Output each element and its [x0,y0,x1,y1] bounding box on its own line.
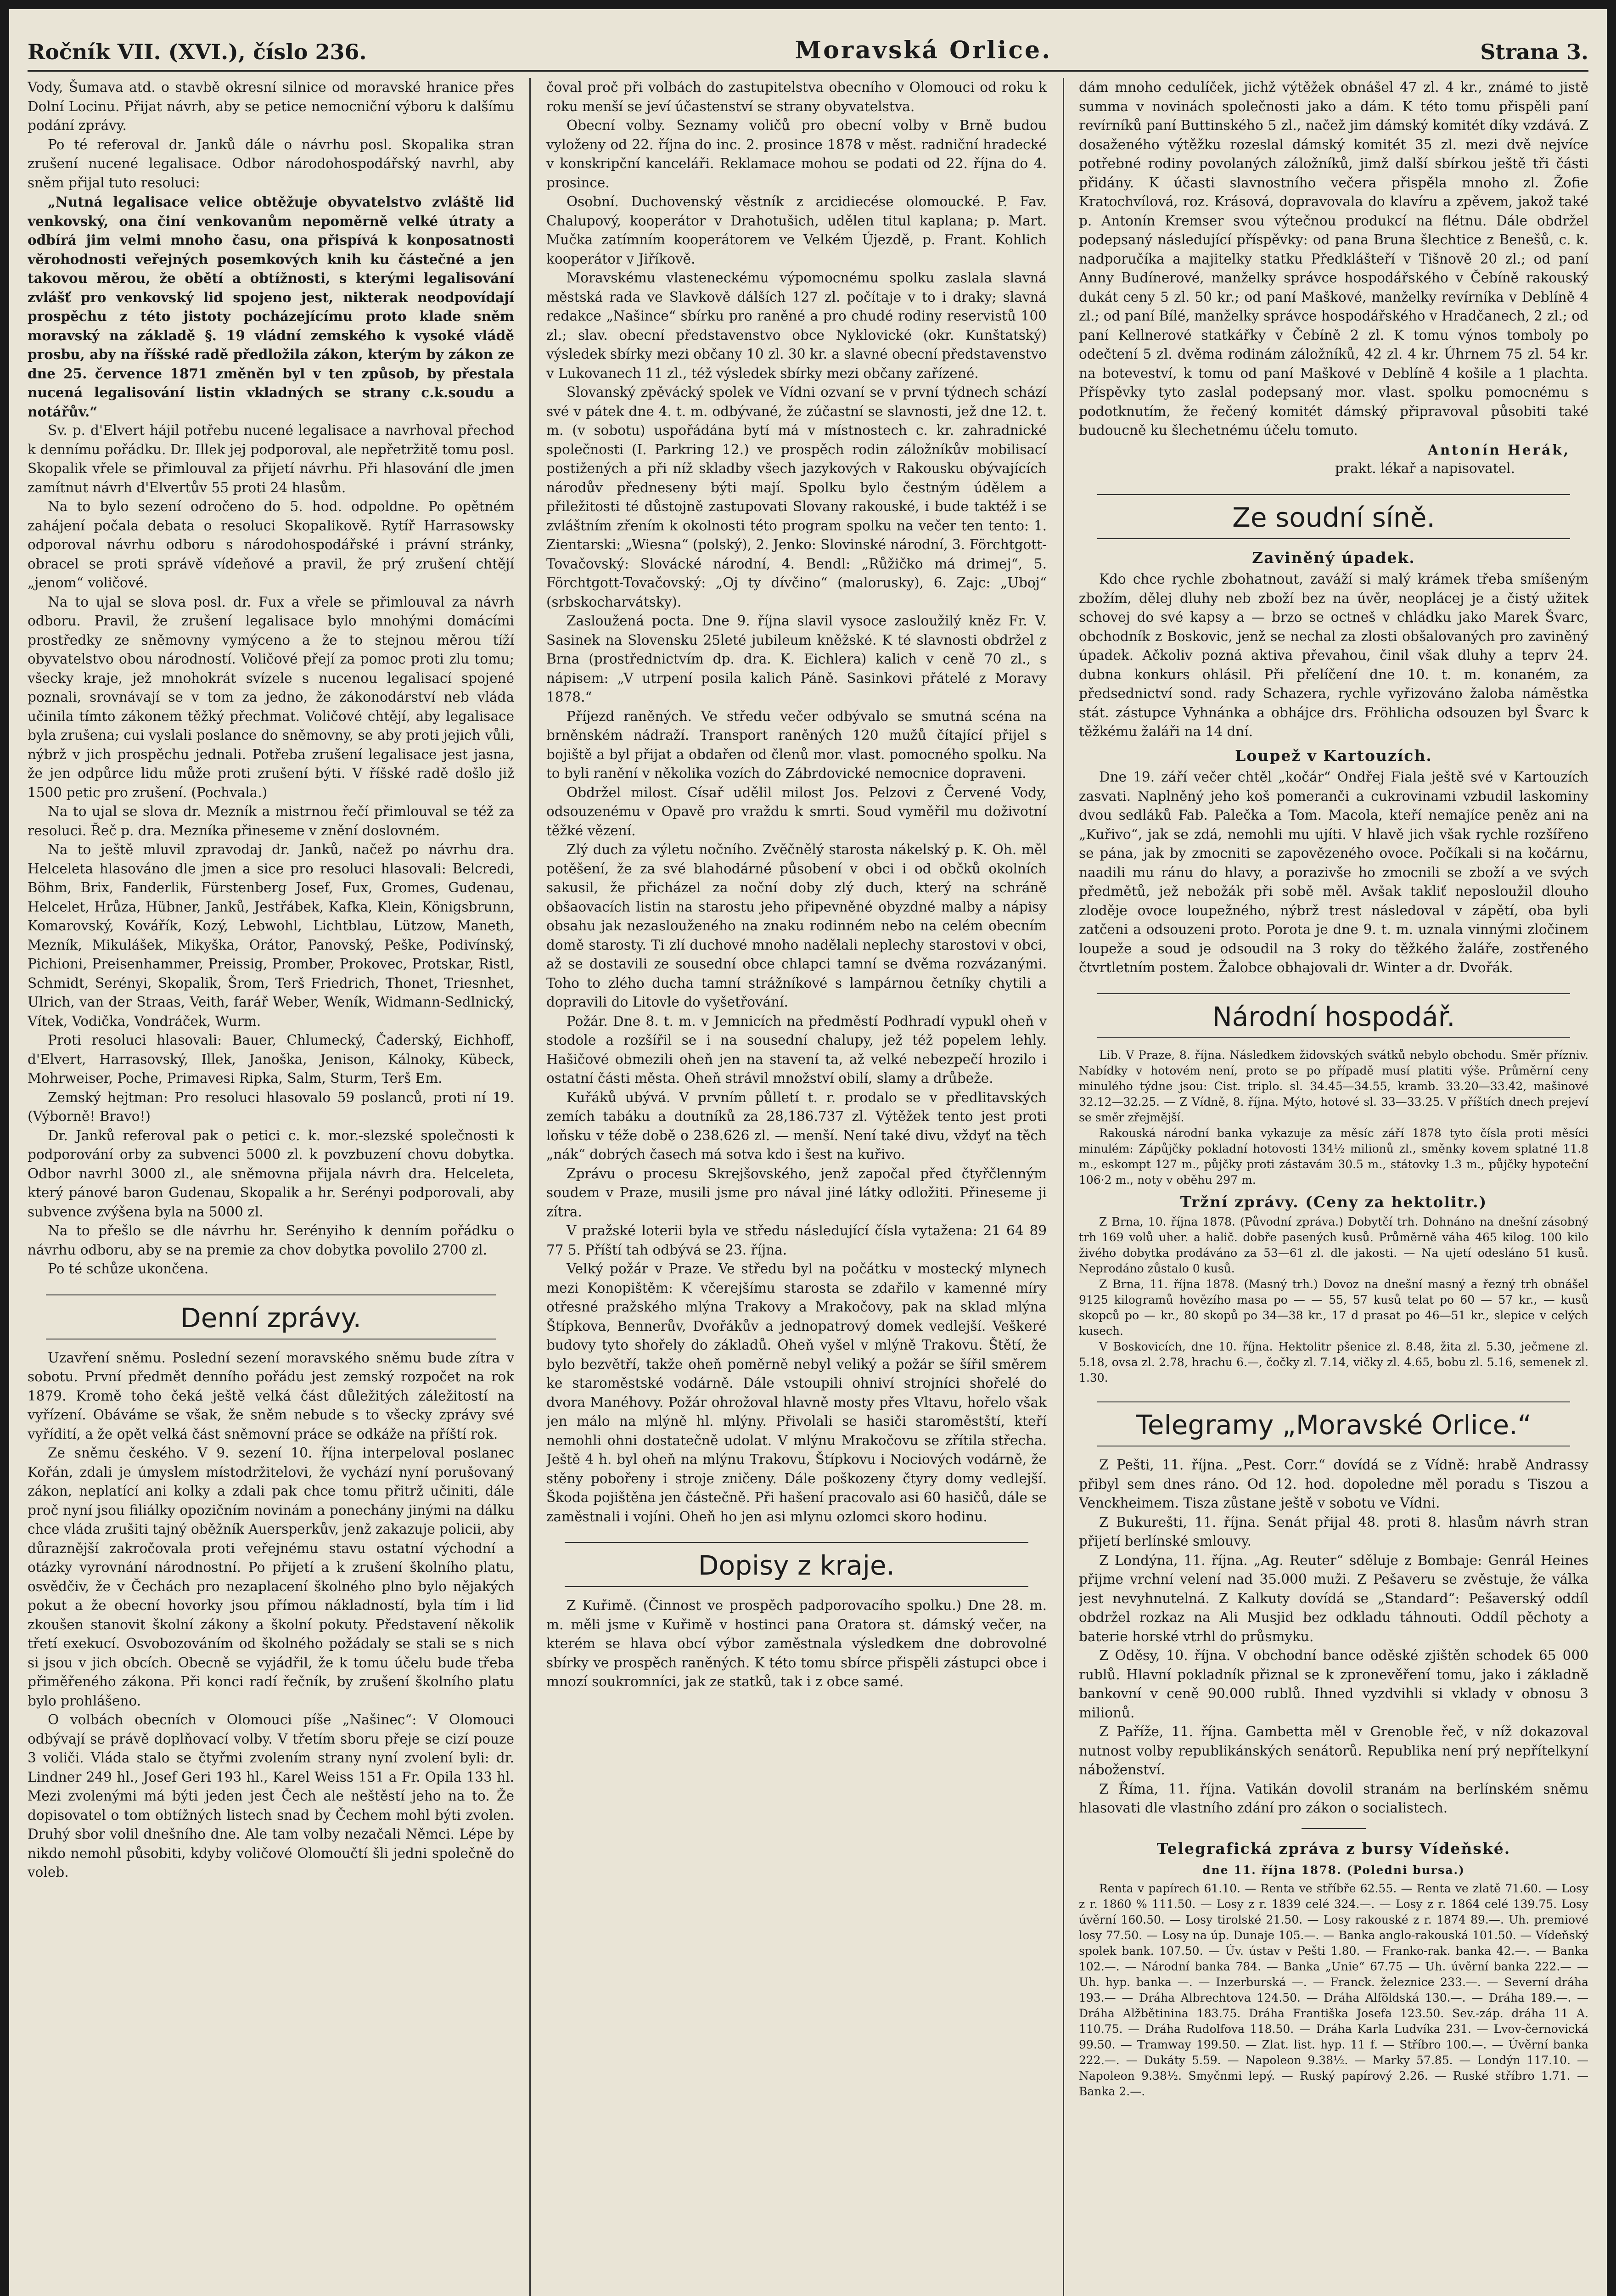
signature-role: prakt. lékař a napisovatel. [1335,461,1515,476]
newspaper-title: Moravská Orlice. [795,36,1052,64]
paragraph: Dr. Janků referoval pak o petici c. k. mor.-slezské společnosti k podporování orby za subvenci 5000 zl. k povzbuzení chovu dobytka. Odbor navrhl 3000 zl., ale sněmovna přijala návrh dra. Helceleta, který pánové baron Gudenau, Skopalik a hr. Serényi podporovali, aby subvence zvýšena byla na 5000 zl. [28,1127,514,1220]
news-item: Zlý duch za výletu nočního. Zvěčnělý starosta nákelský p. K. Oh. měl potěšení, že za své blahodárné působení v obci i od občků okolních sakusil, že přicházel za noční doby zlý duch, který na schráně obšaovacích listin na starostu jeho připevněné obyzdné malby a nápisy obsahu jak nezaslouženého na znaku rodinném nebo na celém obecním domě starosty. Ti zlí duchové mnoho nadělali neplechy starostovi v obci, až se dostavili ze sousední obce chlapci tamní se dvěma rozvázanými. Toho to zlého ducha tamní strážníkové s lampárnou četníky chytili a dopravili do Litovle do vyšetřování. [546,842,1047,1010]
paragraph: Sv. p. d'Elvert hájil potřebu nucené legalisace a navrhoval přechod k dennímu pořádku. Dr. Illek jej podporoval, ale nepřetržitě tomu posl. Skopalik vřele se přimlouval za přijetí návrhu. Při hlasování dle jmen zamítnut návrh d'Elvertův 55 proti 24 hlasům. [28,422,514,495]
paragraph: dám mnoho cedulíček, jichž výtěžek obnášel 47 zl. 4 kr., známé to jistě summa v novinách společnosti jako a dám. K této tomu přispěli paní revírníků paní Buttinského 5 zl., načež jim dámský komitét díky vzdává. Z dosaženého výtěžku rozeslal dámský komitét 35 zl. mezi dvě nejvíce potřebné rodiny povolaných záložníků, jimž další sbírkou ještě tři části přidány. K účasti slavnostního večera přispěla mnoho zl. Žofie Kratochvílová, roz. Krásová, dopravovala do klavíru a zpěvem, jakož také p. Antonín Kremser svou výtečnou produkcí na flétnu. Dále obdržel podepsaný následující příspěvky: od pana Bruna šlechtice z Benešů, c. k. nadporučíka a majitelky statku Předklášteří v Tišnově 20 zl.; od paní Anny Budínerové, manželky správce hospodářského v Čebíně rakouský dukát ceny 5 zl. 50 kr.; od paní Maškové, manželky revírníka v Deblíně 4 zl.; od paní Bílé, manželky správce hospodářského v Hradčanech, 2 zl.; od paní Kellnerové statkářky v Čebíně 2 zl. K tomu výnos tomboly po odečtení 5 zl. dvěma rodinám záložníků, 42 zl. 4 kr. Úhrnem 75 zl. 54 kr. na boteveství, k tomu od paní Maškové v Deblíně 4 košile a 1 plachta. Příspěvky tyto zaslal podepsaný mor. vlast. spolku pomocnému s podotknutím, že řečený komitét dámský připravoval působiti také budoucně ku šlechetnému účelu tomuto. [1079,79,1588,438]
telegram-item: Z Londýna, 11. října. „Ag. Reuter“ sděluje z Bombaje: Genrál Heines přijme vrchní velení nad 35.000 muži. Z Pešaveru se zvěstuje, že válka jest nevyhnutelná. Z Kalkuty dovídá se „Standard“: Pešaverský oddíl obdržel rozkaz na Ali Musjid bez odkladu táhnouti. Oddíl pěchoty a baterie horské vtrhl do průsmyku. [1079,1552,1588,1644]
telegram-item: Z Pešti, 11. října. „Pest. Corr.“ dovídá se z Vídně: hrabě Andrassy přibyl sem dnes ráno. Od 12. hod. dopoledne měl poradu s Tiszou a Venckheimem. Tisza zůstane ještě v sobotu ve Vídni. [1079,1457,1588,1511]
news-item: Příjezd raněných. Ve středu večer odbývalo se smutná scéna na brněnském nádraží. Transport raněných 120 mužů čítající přijel s bojiště a byl přijat a obdařen od členů mor. vlast. pomocného spolku. Na to byli ranění v několika vozích do Zábrdovické nemocnice dopraveni. [546,708,1047,781]
paragraph: Na to přešlo se dle návrhu hr. Serényiho k denním pořádku o návrhu odboru, aby se na premie za chov dobytka povolilo 2700 zl. [28,1223,514,1258]
paragraph: Po té schůze ukončena. [48,1261,209,1277]
news-item: Slovanský zpěvácký spolek ve Vídni ozvaní se v první týdnech schází své v pátek dne 4. t. m. odbývané, že zúčastní se slavnosti, jež dne 12. t. m. (v sobotu) uspořádána bytí má v místnostech c. kr. zahradnické společnosti (I. Parkring 12.) ve prospěch rodin záložníkův mobilisací postižených a při níž skladby všech jazykových v Rakousku obývajících národův předneseny býti mají. Spolku bylo čestným údělem a přiležitosti té důstojně zastupovati Slovany rakouské, i bude taktéž i se zvláštním zřením k okolnosti této program spolku na večer ten tento: 1. Zientarski: „Wiesna“ (polský), 2. Jenko: Slovinské národní, 3. Förchtgott-Tovačovský: Slovácké národní, 4. Bendl: „Růžičko má drimej“, 5. Förchtgott-Tovačovský: „Oj ty dívčino“ (malorusky), 6. Zajc: „Uboj“ (srbskocharvátsky). [546,384,1047,610]
bourse-report: Renta v papírech 61.10. — Renta ve stříbře 62.55. — Renta ve zlatě 71.60. — Losy z r. 1860 % 111.50. — Losy z r. 1839 celé 324.—. — Losy z r. 1864 celé 139.75. Losy úvěrní 160.50. — Losy tirolské 21.50. — Losy rakouské z r. 1874 89.—. Uh. premiové losy 77.50. — Losy na úp. Dunaje 105.—. — Banka anglo-rakouská 101.50. — Vídeňský spolek bank. 107.50. — Úv. ústav v Pešti 1.80. — Franko-rak. banka 42.—. — Banka 102.—. — Národní banka 784. — Banka „Unie“ 67.75 — Uh. úvěrní banka 222.— — Uh. hyp. banka —. — Inzerburská —. — Franck. železnice 233.—. — Severní dráha 193.— — Dráha Albrechtova 124.50. — Dráha Alföldská 130.—. — Dráha 189.—. — Dráha Alžbětinina 183.75. Dráha Františka Josefa 123.50. Sev.-záp. dráha 11 A. 110.75. — Dráha Rudolfova 118.50. — Dráha Karla Ludvíka 231. — Lvov-černovická 99.50. — Tramway 199.50. — Zlat. list. hyp. 11 f. — Stříbro 100.—. — Úvěrní banka 222.—. — Dukáty 5.59. — Napoleon 9.38½. — Marky 57.85. — Londýn 117.10. — Napoleon 9.38½. Smyčnmi lepý. — Ruský papírový 2.26. — Ruské stříbro 1.71. — Banka 2.—. [1079,1882,1588,2098]
news-item: Obdržel milost. Císař udělil milost Jos. Pelzovi z Červené Vody, odsouzenému v Opavě pro vraždu k smrti. Soud vyměřil mu doživotní těžké vězení. [546,784,1047,838]
news-item: Velký požár v Praze. Ve středu byl na počátku v mostecký mlynech mezi Konopištěm: K včerejšímu starosta se zdařilo v kamenné míry otřesné pražského mlýna Trakovy a Mrakočovy, pak na sklad mlýna Štípkova, Bennerův, Dvořákův a jednopatrový domek vedlejší. Veškeré budovy tyto shořely do základů. Oheň vyšel v mlýně Trakovu. Štětí, že bylo bezvětří, takže oheň poměrně nebyl veliký a požár se šířil směrem ke staroměstské vodárně. Dále vstoupili ohniví strojníci shořelé do dvora Manéhovy. Požár ohrožoval hlavně mosty přes Vltavu, hořelo však jen málo na mlýně hl. mlýny. Přivolali se hasiči staroměstští, kteří nemohli ohni dostatečně udolat. V mlýnu Mrakočovu se zřítila střecha. Ještě 4 h. byl oheň na mlýnu Trakovu, Štípkovu i Nociových vodárně, že stěny pobořeny i stroje zničeny. Dále poškozeny čtyry domy vedlejší. Škoda pojištěna jen částečně. Při hašení pracovalo asi 60 hasičů, dále se zaměstnali i vojíni. Oheň ho jen asi mlynu ozlomci skoro hodinu. [546,1261,1047,1525]
section-heading: Dopisy z kraje. [565,1542,1028,1587]
paragraph: Vody, Šumava atd. o stavbě okresní silnice od moravské hranice přes Dolní Locinu. Přijat návrh, aby se petice nemocniční výboru k dalšímu podání zprávy. [28,79,514,133]
paragraph: Po té referoval dr. Janků dále o návrhu posl. Skopalika stran zrušení nucené legalisace. Odbor národohospodářský navrhl, aby sněm přijal tuto resoluci: [28,136,514,191]
telegram-item: Z Paříže, 11. října. Gambetta měl v Grenoble řeč, v níž dokazoval nutnost volby republikánských senátorů. Republika není prý nepřítelkyní náboženství. [1079,1724,1588,1778]
news-item: Zprávu o procesu Skrejšovského, jenž započal před čtyřčlenným soudem v Praze, musili jsme pro nával jiné látky odložiti. Přineseme ji zítra. [546,1165,1047,1220]
telegram-item: Z Říma, 11. října. Vatikán dovolil stranám na berlínském sněmu hlasovati dle vlastního zdání pro zákon o socialistech. [1079,1781,1588,1816]
section-heading: Ze soudní síně. [1097,494,1570,539]
bourse-date: dne 11. října 1878. (Poledni bursa.) [1202,1863,1465,1877]
paragraph: Na to ještě mluvil zpravodaj dr. Janků, načež po návrhu dra. Helceleta hlasováno dle jmen a sice pro resoluci hlasovali: Belcredi, Böhm, Brix, Fanderlik, Fürstenberg Josef, Fux, Gromes, Gudenau, Helcelet, Hrůza, Hübner, Janků, Jestřábek, Kafka, Klein, Königsbrunn, Komarovský, Kovářík, Kozý, Lebwohl, Lichtblau, Lützow, Maneth, Mezník, Mikulášek, Mikyška, Orátor, Panovský, Peške, Podivínský, Pichioni, Preisenhammer, Preissig, Promber, Prokovec, Protskar, Ristl, Schmidt, Serényi, Skopalik, Šrom, Terš Friedrich, Thonet, Triesnhet, Ulrich, van der Straas, Veith, farář Weber, Weník, Widmann-Sedlnický, Vítek, Vodička, Vondráček, Wurm. [28,842,514,1029]
resolution-text: „Nutná legalisace velice obtěžuje obyvatelstvo zvláště lid venkovský, ona činí venkovanům nepoměrně velké útraty a odbírá jim velmi mnoho času, ona přispívá k konposatnosti věrohodnosti veřejných posemkových knih ku částečné a jen takovou měrou, že obětí a obtížnosti, s kterými legalisování zvlášť pro venkovský lid spojeno jest, nikterak neodpovídají prospěchu z této jistoty pocházejícímu proto klade sněm moravský na základě §. 19 vládní zemského k vysoké vládě prosbu, aby na říšské radě předložila zákon, kterým by zákon ze dne 25. července 1871 změněn byl v ten způsob, by přestala nucená legalisování listin vkladných se strany c.k.soudu a notářův.“ [28,194,514,420]
news-item: Z Kuřimě. (Činnost ve prospěch padporovacího spolku.) Dne 28. m. m. měli jsme v Kuřimě v hostinci pana Oratora st. dámský večer, na kterém se hlava obcí výbor zaměstnala výsledkem dne dobrovolné sbírky ve prospěch raněných. K této tomu sbírce přispěli zástupci obce i mnozí soukromníci, jak ze statků, tak i z obce samé. [546,1598,1047,1689]
paragraph: Proti resoluci hlasovali: Bauer, Chlumecký, Čaderský, Eichhoff, d'Elvert, Harrasovský, Illek, Janoška, Jenison, Kálnoky, Kübeck, Mohrweiser, Poche, Primavesi Ripka, Salm, Sturm, Terš Em. [28,1032,514,1086]
paragraph: čoval proč při volbách do zastupitelstva obecního v Olomouci od roku k roku menší se jeví účastenství se strany obyvatelstva. [546,79,1047,114]
economy-item: Lib. V Praze, 8. října. Následkem židovských svátků nebylo obchodu. Směr přízniv. Nabídky v hotovém není, proto se po případě musí platiti výše. Průměrní ceny minulého týdne jsou: Cist. triplo. sl. 34.45—34.55, kramb. 33.20—33.42, mašinové 32.12—32.25. — Z Vídně, 8. října. Mýto, hotové sl. 33—33.25. V příštích dnech prejeví se směr zřejmější. [1079,1048,1588,1124]
telegram-item: Z Oděsy, 10. října. V obchodní bance oděské zjištěn schodek 65 000 rublů. Hlavní pokladník přiznal se k zpronevěření tomu, jako i základně bankovní v ceně 90.000 rublů. Ihned vyzdvihli si vklady v obnosu 3 milionů. [1079,1648,1588,1721]
paragraph: Na to ujal se slova posl. dr. Fux a vřele se přimlouval za návrh odboru. Pravil, že zrušení legalisace bylo mnohými domácími prostředky ze sněmovny vymýceno a že to stejnou měrou tíží obyvatelstvo obou národností. Voličové přejí za pomoc proti zlu tomu; všecky kraje, jež mnohokrát svízele s nucenou legalisací spojené poznali, srovnávají se v tom za jedno, že zákonodárství neb vláda učinila tímto zákonem těžký přechmat. Voličové chtějí, aby legalisace byla zrušena; cui vyslali poslance do sněmovny, se aby proti jejich vůli, nýbrž v jich prospěchu jednali. Potřeba zrušení legalisace jest jasna, že jen odpůrce lidu může proti zrušení býti. V říšské radě došlo již 1500 petic pro zrušení. (Pochvala.) [28,594,514,800]
market-report: V Boskovicích, dne 10. října. Hektolitr pšenice zl. 8.48, žita zl. 5.30, ječmene zl. 5.18, ovsa zl. 2.78, hrachu 6.—, čočky zl. 7.14, vičky zl. 4.65, bobu zl. 5.16, semenek zl. 1.30. [1079,1340,1588,1384]
news-item: Ze sněmu českého. V 9. sezení 10. října interpeloval poslanec Kořán, zdali je úmyslem místodržitelovi, že vychází nyní porušovaný zákon, neplatící ani kolky a zdali pak chce tomu přitrž učiniti, dále proč nyní jsou filiálky opozičním novinám a ponechány jinými na dálku chce vláda zrušiti tajný oběžník Auersperkův, jenž zakazuje policii, aby důraznější zakročovala proti veřejnému stavu ostatní východní a otázky vyrovnání národnostní. Po přijetí a k zrušení školního platu, osvědčiv, že v Čechách pro nezaplacení školného plno bylo nějakých pokut a že obecní hovorky jsou přímou nákladností, byla tím i lid zkoušen stanovit školní zákony a školní pokuty. Představení několik třetí exekucí. Osvobozováním od školného požádaly se stali se s nich si jsou v jich obcích. Obecně se vyjádřil, že k tomu účelu bude třeba přiměřeného zákona. Při konci radí řečník, by zrušení školního platu bylo prohlášeno. [28,1445,514,1709]
news-item: Kuřáků ubývá. V prvním půlletí t. r. prodalo se v předlitavských zemích tabáku a doutníků za 28,186.737 zl. Výtěžek tento jest proti loňsku v téže době o 238.626 zl. — menší. Není také divu, vždyť na těch „nák“ dobrých časech má sotva kdo i šest na kuřivo. [546,1089,1047,1162]
subheading: Loupež v Kartouzích. [1235,746,1432,765]
news-item: Moravskému vlasteneckému výpomocnému spolku zaslala slavná městská rada ve Slavkově dálších 127 zl. počítaje v to i draky; slavná redakce „Našince“ sbírku pro raněné a pro chudé rodiny reservistů 100 zl.; slav. obecní představenstvo obce Nyklovické (okr. Kunštatský) výsledek sbírky mezi občany 10 zl. 30 kr. a slavné obecní představenstvo v Lukovanech 11 zl., též výsledek sbírky mezi občany zařízené. [546,270,1047,381]
column-rule [1063,78,1064,2296]
issue-number: Ročník VII. (XVI.), číslo 236. [28,39,367,64]
masthead [28,23,1588,72]
market-report: Z Brna, 11. října 1878. (Masný trh.) Dovoz na dnešní masný a řezný trh obnášel 9125 kilogramů hovězího masa po — — 55, 57 kusů telat po 60 — 57 kr., — kusů skopců po — kr., 80 skopů po 34—38 kr., 17 d prasat po 46—51 kr., slepice v celých kusech. [1079,1277,1588,1338]
column-1 [28,78,514,2296]
news-item: Uzavření sněmu. Poslední sezení moravského sněmu bude zítra v sobotu. První předmět denního pořádu jest zemský rozpočet na rok 1879. Kromě toho čeká ještě velká část důležitých záležitostí na vyřízení. Obáváme se však, že sněm nebude s to všecky zprávy své vyřídití, a že opět velká část sněmovní práce se odkáže na příští rok. [28,1350,514,1442]
signature-name: Antonín Herák, [1427,441,1570,458]
news-item: Obecní volby. Seznamy voličů pro obecní volby v Brně budou vyloženy od 22. října do inc. 2. prosince 1878 v měst. radniční hradecké v konskripční kanceláři. Reklamace mohou se podati od 22. října do 4. prosince. [546,118,1047,191]
subheading: Tržní zprávy. (Ceny za hektolitr.) [1180,1193,1487,1211]
divider [1302,1828,1366,1829]
paragraph: Zemský hejtman: Pro resoluci hlasovalo 59 poslanců, proti ní 19. (Výborně! Bravo!) [28,1089,514,1124]
subheading: Telegrafická zpráva z bursy Vídeňské. [1156,1839,1511,1857]
section-heading: Národní hospodář. [1097,993,1570,1038]
news-item: Požár. Dne 8. t. m. v Jemnicích na předměstí Podhradí vypukl oheň v stodole a rozšířil se i na sousední chalupy, jež též popelem lehly. Hašičové obmezili oheň jen na stavení ta, až velké nebezpečí hrozilo i ostatní části města. Oheň strávil množství obilí, slamy a drůbeže. [546,1013,1047,1086]
column-3 [1079,78,1588,2296]
newspaper-page [9,9,1607,2296]
court-report: Dne 19. září večer chtěl „kočár“ Ondřej Fiala ještě své v Kartouzích zasvati. Naplněný jeho koš pomeranči a cukrovinami vzbudil laskominy dvou sedláků Fab. Palečka a Tom. Macola, kteří nemajíce peněz ani na „Kuřivo“, jak se zdá, nemohli mu ujíti. V hlavě jich však rychle rozšířeno se pána, jak by zmocniti se zapovězeného ovoce. Počíkali si na kočárnu, naadili mu ránu do hlavy, a porazivše ho zmocnili se zboží a ve svých předmětů, jež nebožák při sobě měl. Avšak takliť neposloužil dlouho zloděje ovoce loupežného, nýbrž trest následoval v zápětí, oba byli zatčeni a odsouzeni proto. Porota je dne 9. t. m. uznala vinnými zločinem loupeže a soud je odsoudil na 3 roky do těžkého žaláře, zostřeného čtvrtletním postem. Žalobce obhajovali dr. Winter a dr. Dvořák. [1079,769,1588,975]
column-rule [529,78,531,2296]
news-item: V pražské loterii byla ve středu následující čísla vytažena: 21 64 89 77 5. Příští tah odbývá se 23. října. [546,1223,1047,1258]
section-heading: Denní zprávy. [46,1294,496,1339]
paragraph: Na to bylo sezení odročeno do 5. hod. odpoldne. Po opětném zahájení počala debata o resoluci Skopalikově. Rytíř Harrasowsky odporoval návrhu odboru s národohospodářské i právní stránky, obracel se proti správě vídeňové a pravil, že prý zrušení chtějí „jenom“ voličové. [28,499,514,591]
section-heading: Telegramy „Moravské Orlice.“ [1097,1401,1570,1446]
page-number: Strana 3. [1480,39,1588,64]
economy-item: Rakouská národní banka vykazuje za měsíc září 1878 tyto čísla proti měsíci minulém: Zápůjčky pokladní hotovosti 134½ milionů zl., směnky kovem splatné 11.8 m., eskompt 127 m., půjčky proti zástavám 30.5 m., státovky 1.3 m., půjčky hypoteční 106·2 m., noty v oběhu 297 m. [1079,1126,1588,1187]
column-2 [546,78,1047,2296]
court-report: Kdo chce rychle zbohatnout, zaváží si malý krámek třeba smíšeným zbožím, dělej dluhy neb zboží bez na úvěr, neoplácej je a čistý užitek schovej do své kapsy a — brzo se octneš v chládku jako Marek Švarc, obchodník z Boskovic, jenž se nechal za zlosti obšalovaných pro zaviněný úpadek. Ačkoliv pozná aktiva převahou, činil však dluhy a teprv 24. dubna konkurs ohlásil. Při přelíčení dne 10. t. m. konaném, za předsednictví sond. rady Schazera, rychle vyřizováno žaloba náměstka stát. zástupce Vyhnánka a obhájce drs. Fröhlicha odsouzen byl Švarc k těžkému žaláři na 14 dní. [1079,571,1588,739]
telegram-item: Z Bukurešti, 11. října. Senát přijal 48. proti 8. hlasům návrh stran přijetí berlínské smlouvy. [1079,1514,1588,1549]
news-item: Zasloužená pocta. Dne 9. října slavil vysoce zasloužilý kněz Fr. V. Sasinek na Slovensku 25leté jubileum kněžské. K té slavnosti obdržel z Brna (prostřednictvím dp. dra. K. Eichlera) kalich v ceně 70 zl., s nápisem: „V utrpení posila kalich Páně. Sasinkovi přátelé z Moravy 1878.“ [546,613,1047,705]
market-report: Z Brna, 10. října 1878. (Původní zpráva.) Dobytčí trh. Dohnáno na dnešní zásobný trh 169 volů uher. a halič. dobře pasených kusů. Průměrně váha 465 kilog. 100 kilo živého dobytka prodáváno za 53—61 zl. dle jakosti. — Na ujetí odesláno 51 kusů. Neprodáno zůstalo 0 kusů. [1079,1215,1588,1275]
paragraph: Na to ujal se slova dr. Mezník a mistrnou řečí přimlouval se též za resoluci. Řeč p. dra. Mezníka přineseme v znění doslovném. [28,804,514,838]
news-item: O volbách obecních v Olomouci píše „Našinec“: V Olomouci odbývají se právě doplňovací volby. V třetím sboru přeje se cizí pouze 3 voliči. Vláda stalo se čtyřmi zvolením strany nyní zvolení byli: dr. Lindner 249 hl., Josef Geri 193 hl., Karel Weiss 151 a Fr. Opila 133 hl. Mezi zvolenými má býti jeden jest Čech ale neštěstí jeho na to. Že dopisovatel o tom obtížných listech snad by Čechem mohl býti zvolen. Druhý sbor volil dnešního dne. Ale tam volby nezačali Němci. Lépe by nikdo nemohl působiti, kdyby voličové Olomoučtí šli jedni společně do voleb. [28,1712,514,1880]
subheading: Zaviněný úpadek. [1252,548,1415,567]
news-item: Osobní. Duchovenský věstník z arcidiecése olomoucké. P. Fav. Chalupový, kooperátor v Drahotušich, udělen titul kaplana; p. Mart. Mučka zatímním kooperátorem ve Velkém Újezdě, p. Frant. Kohlich kooperátor v Jiříkově. [546,194,1047,267]
